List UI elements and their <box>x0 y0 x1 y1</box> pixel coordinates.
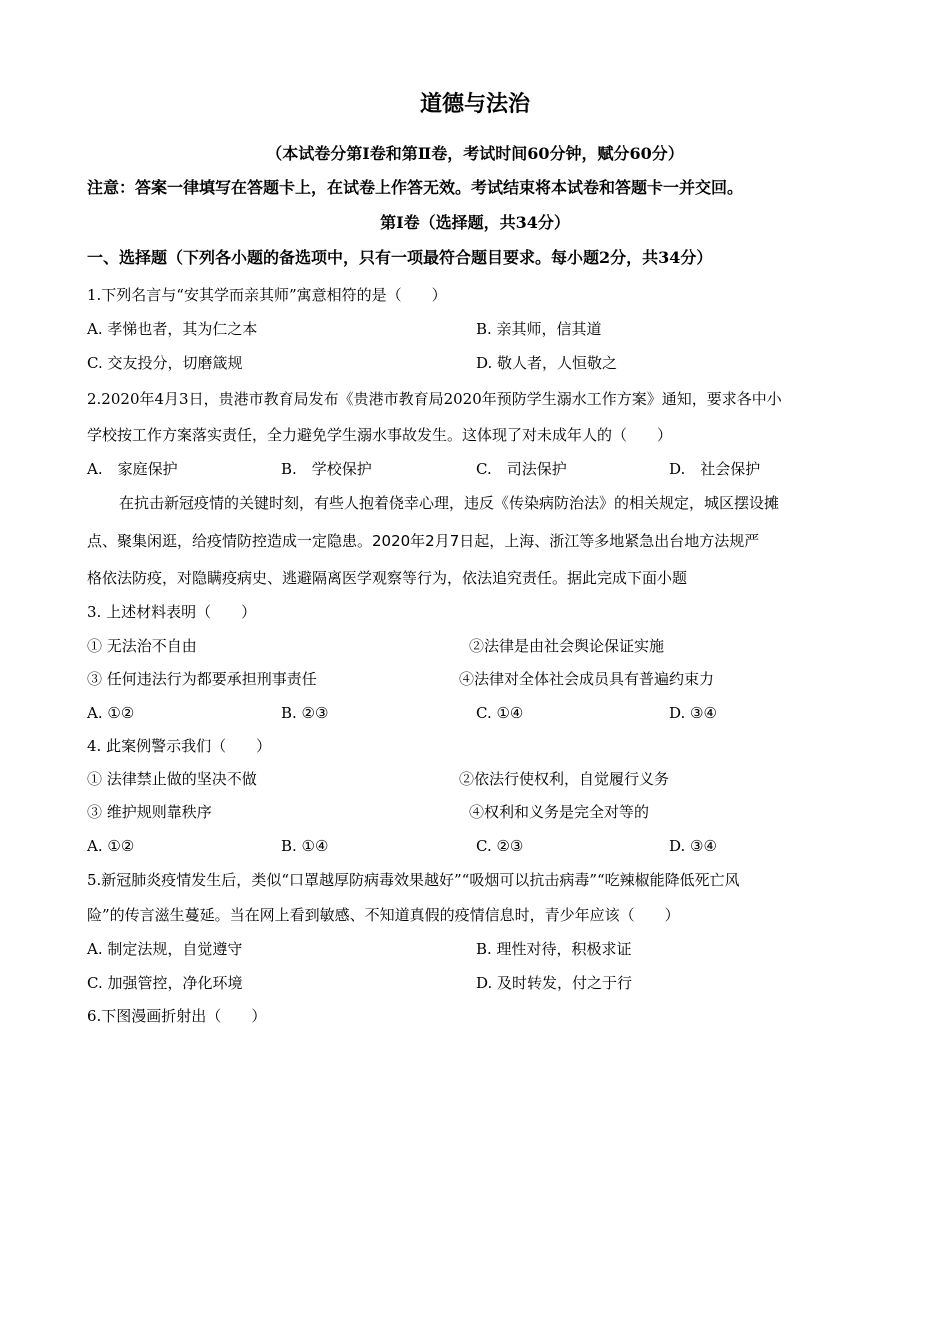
question-4-stem: 4. 此案例警示我们（ ） <box>87 737 272 755</box>
question-4-option-c: C. ②③ <box>476 837 524 855</box>
question-3-option-c: C. ①④ <box>476 704 524 722</box>
question-6-stem: 6.下图漫画折射出（ ） <box>87 1007 267 1025</box>
question-4-statement-2: ②依法行使权利，自觉履行义务 <box>459 770 670 788</box>
volume-title: 第Ⅰ卷（选择题，共34分） <box>380 213 570 232</box>
page-title: 道德与法治 <box>419 91 530 117</box>
material-line-3: 格依法防疫，对隐瞒疫病史、逃避隔离医学观察等行为，依法追究责任。据此完成下面小题 <box>87 569 688 587</box>
question-2-option-a: A. 家庭保护 <box>87 460 178 478</box>
question-4-option-a: A. ①② <box>87 837 135 855</box>
section-title: 一、选择题（下列各小题的备选项中，只有一项最符合题目要求。每小题2分，共34分） <box>87 248 713 267</box>
question-2-option-d: D. 社会保护 <box>669 460 761 478</box>
question-3-statement-2: ②法律是由社会舆论保证实施 <box>469 637 665 655</box>
exam-notice: 注意：答案一律填写在答题卡上，在试卷上作答无效。考试结束将本试卷和答题卡一并交回。 <box>87 178 744 197</box>
question-1-option-a: A. 孝悌也者，其为仁之本 <box>87 320 258 338</box>
question-4-option-b: B. ①④ <box>281 837 329 855</box>
question-4-statement-4: ④权利和义务是完全对等的 <box>469 803 650 821</box>
question-5-line-2: 险”的传言滋生蔓延。当在网上看到敏感、不知道真假的疫情信息时，青少年应该（ ） <box>87 906 680 924</box>
question-5-option-d: D. 及时转发，付之于行 <box>476 974 633 992</box>
exam-info: （本试卷分第Ⅰ卷和第Ⅱ卷，考试时间60分钟，赋分60分） <box>266 144 684 163</box>
question-3-statement-1: ① 无法治不自由 <box>87 637 197 655</box>
question-4-statement-1: ① 法律禁止做的坚决不做 <box>87 770 257 788</box>
question-3-option-d: D. ③④ <box>669 704 717 722</box>
question-3-option-a: A. ①② <box>87 704 135 722</box>
question-1-option-b: B. 亲其师，信其道 <box>476 320 602 338</box>
question-3-statement-4: ④法律对全体社会成员具有普遍约束力 <box>459 670 715 688</box>
question-1-stem: 1.下列名言与“安其学而亲其师”寓意相符的是（ ） <box>87 286 447 304</box>
question-2-line-1: 2.2020年4月3日，贵港市教育局发布《贵港市教育局2020年预防学生溺水工作方案》通知，要求各中小 <box>87 390 782 408</box>
question-4-statement-3: ③ 维护规则靠秩序 <box>87 803 212 821</box>
question-4-option-d: D. ③④ <box>669 837 717 855</box>
question-1-option-d: D. 敬人者，人恒敬之 <box>476 354 618 372</box>
material-line-1: 在抗击新冠疫情的关键时刻，有些人抱着侥幸心理，违反《传染病防治法》的相关规定，城区摆设摊 <box>119 494 780 512</box>
question-3-stem: 3. 上述材料表明（ ） <box>87 603 257 621</box>
question-5-option-a: A. 制定法规，自觉遵守 <box>87 940 243 958</box>
question-2-option-b: B. 学校保护 <box>281 460 372 478</box>
question-1-option-c: C. 交友投分，切磨箴规 <box>87 354 243 372</box>
question-5-line-1: 5.新冠肺炎疫情发生后，类似“口罩越厚防病毒效果越好”“吸烟可以抗击病毒”“吃辣椒能降低死亡风 <box>87 871 740 889</box>
question-5-option-c: C. 加强管控，净化环境 <box>87 974 243 992</box>
question-2-option-c: C. 司法保护 <box>476 460 567 478</box>
question-3-option-b: B. ②③ <box>281 704 329 722</box>
material-line-2: 点、聚集闲逛，给疫情防控造成一定隐患。2020年2月7日起，上海、浙江等多地紧急出台地方法规严 <box>87 532 760 550</box>
question-2-line-2: 学校按工作方案落实责任，全力避免学生溺水事故发生。这体现了对未成年人的（ ） <box>87 426 673 444</box>
question-5-option-b: B. 理性对待，积极求证 <box>476 940 632 958</box>
question-3-statement-3: ③ 任何违法行为都要承担刑事责任 <box>87 670 317 688</box>
